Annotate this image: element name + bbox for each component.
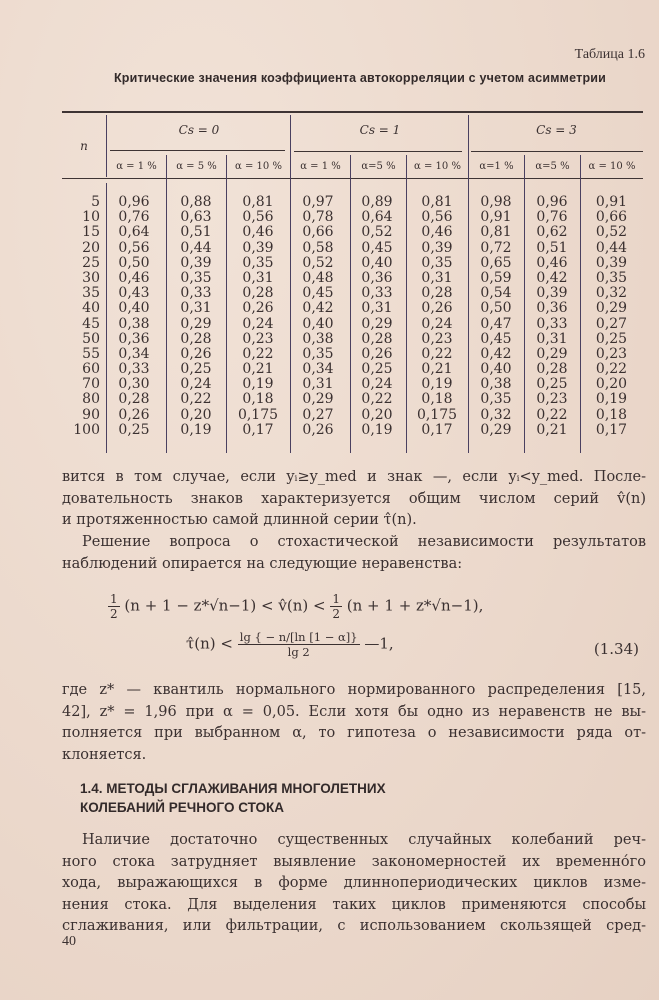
table-cell: 0,47: [480, 315, 512, 332]
table-cell: 0,32: [595, 285, 628, 302]
table-cell: 0,35: [302, 345, 334, 362]
table-title: Критические значения коэффициента автокорреляции с учетом асимметрии: [113, 71, 607, 85]
data-column: [226, 195, 290, 438]
section-heading: [80, 779, 386, 817]
table-cell: 0,29: [361, 315, 393, 332]
table-cell: 0,30: [118, 376, 150, 393]
paragraph-4: [62, 830, 646, 938]
table-cell: 0,20: [180, 406, 212, 423]
table-cell: 0,42: [302, 300, 334, 317]
table-cell: 0,19: [421, 376, 453, 393]
table-cell: 0,38: [118, 315, 150, 332]
table-cell: 0,33: [180, 285, 212, 302]
table-cell: 0,50: [480, 300, 512, 317]
table-cell: 0,24: [361, 376, 393, 393]
table-cell: 0,65: [480, 254, 512, 271]
text-line: довательность знаков характеризуется общим числом серий v̂(n): [62, 490, 646, 507]
table-cell: 0,26: [180, 345, 212, 362]
table-cell: 0,25: [180, 361, 212, 378]
table-cell: 0,26: [118, 406, 150, 423]
text-line: Наличие достаточно существенных случайных колебаний реч-: [82, 832, 646, 848]
table-cell: 0,19: [180, 421, 212, 438]
table-cell: 0,81: [242, 194, 274, 210]
inequality-v: $\frac{1}{2}$ (n + 1 − z*√n−1) < v̂(n) < $\frac{1}{2}$ (n + 1 + z*√n−1),: [110, 592, 484, 621]
table-cell: 0,39: [242, 239, 274, 256]
table-cell: 0,35: [421, 254, 453, 271]
table-cell: 0,35: [180, 269, 212, 286]
paragraph-3: [62, 680, 646, 766]
table-cell: 0,96: [536, 194, 568, 210]
text-line: сглаживания, или фильтрации, с использованием скользящей сред-: [62, 918, 646, 934]
table-top-rule: [62, 111, 643, 113]
alpha-header: α = 1 %: [116, 161, 157, 172]
table-cell: 0,28: [242, 285, 274, 302]
table-cell: 0,91: [480, 209, 512, 226]
table-cell: 0,24: [242, 315, 274, 332]
table-cell: 0,29: [480, 421, 512, 438]
table-cell: 0,22: [180, 391, 212, 408]
table-cell: 0,23: [242, 330, 274, 347]
table-cell: 0,21: [536, 421, 568, 438]
table-cell: 0,19: [242, 376, 274, 393]
table-cell: 20: [82, 239, 100, 256]
table-cell: 0,45: [361, 239, 393, 256]
table-cell: 0,28: [421, 285, 453, 302]
table-cell: 0,33: [536, 315, 568, 332]
table-cell: 0,31: [242, 269, 274, 286]
table-cell: 0,31: [421, 269, 453, 286]
text-line: где z* — квантиль нормального нормированного распределения [15,: [62, 682, 646, 698]
table-cell: 0,27: [302, 406, 334, 423]
table-cell: 0,64: [361, 209, 393, 226]
alpha-header: α=5 %: [535, 161, 570, 172]
table-cell: 0,29: [536, 345, 568, 362]
table-cell: 0,32: [480, 406, 512, 423]
table-cell: 10: [82, 209, 100, 226]
table-cell: 0,56: [421, 209, 453, 226]
table-cell: 0,29: [302, 391, 334, 408]
table-cell: 80: [82, 391, 100, 408]
equation-number: (1.34): [593, 640, 639, 658]
table-cell: 0,26: [361, 345, 393, 362]
table-cell: 0,23: [595, 345, 628, 362]
table-cell: 0,46: [421, 224, 453, 241]
table-cell: 0,31: [302, 376, 334, 393]
table-cell: 0,46: [536, 254, 568, 271]
table-cell: 0,21: [421, 361, 453, 378]
table-cell: 0,35: [242, 254, 274, 271]
table-cell: 0,42: [480, 345, 512, 362]
table-cell: 0,81: [421, 194, 453, 210]
table-cell: 0,31: [536, 330, 568, 347]
table-cell: 0,52: [595, 224, 628, 241]
alpha-header: α = 5 %: [176, 161, 217, 172]
text-line: наблюдений опирается на следующие неравенства:: [62, 555, 463, 572]
group-header-cs3: Cs = 3: [536, 123, 577, 137]
text-line: ного стока затрудняет выявление закономерностей их временно́го: [62, 853, 646, 870]
table-cell: 0,56: [118, 239, 150, 256]
table-cell: 0,91: [595, 194, 628, 210]
alpha-header: α = 10 %: [414, 161, 461, 172]
table-cell: 0,39: [180, 254, 212, 271]
table-cell: 0,97: [302, 194, 334, 210]
data-column: [166, 195, 226, 438]
table-cell: 0,50: [118, 254, 150, 271]
table-cell: 0,28: [180, 330, 212, 347]
table-cell: 0,26: [421, 300, 453, 317]
table-cell: 0,28: [536, 361, 568, 378]
table-cell: 0,52: [302, 254, 334, 271]
table-cell: 0,26: [302, 421, 334, 438]
table-cell: 0,76: [118, 209, 150, 226]
table-cell: 0,35: [595, 269, 628, 286]
table-cell: 0,20: [595, 376, 628, 393]
table-cell: 0,18: [242, 391, 274, 408]
group-rule-cs3: [471, 151, 643, 152]
table-cell: 0,46: [242, 224, 274, 241]
table-cell: 30: [82, 269, 100, 286]
table-cell: 0,18: [595, 406, 628, 423]
table-cell: 0,66: [595, 209, 628, 226]
text-line: Решение вопроса о стохастической независимости результатов: [82, 534, 646, 550]
alpha-header: α = 10 %: [588, 161, 636, 172]
text-line: и протяженностью самой длинной серии τ̂(n).: [62, 512, 417, 528]
table-cell: 0,25: [361, 361, 393, 378]
table-cell: 0,22: [421, 345, 453, 362]
table-cell: 0,51: [180, 224, 212, 241]
data-column: [350, 195, 404, 438]
table-cell: 0,29: [595, 300, 628, 317]
table-cell: 0,88: [180, 194, 212, 210]
table-cell: 0,72: [480, 239, 512, 256]
critical-values-table: [62, 111, 643, 453]
table-cell: 25: [82, 254, 100, 271]
text-line: хода, выражающихся в форме длиннопериодических циклов изме-: [62, 875, 646, 891]
fraction: $\frac{1}{2}$: [332, 592, 340, 621]
fraction: $\frac{1}{2}$: [110, 592, 118, 621]
table-cell: 0,31: [361, 300, 393, 317]
table-number: Таблица 1.6: [574, 47, 645, 62]
table-cell: 0,51: [536, 239, 568, 256]
table-cell: 0,17: [595, 421, 628, 438]
table-cell: 0,17: [242, 421, 274, 438]
table-cell: 0,36: [118, 330, 150, 347]
table-cell: 55: [82, 345, 100, 362]
data-column: [468, 195, 524, 438]
table-cell: 0,45: [302, 285, 334, 302]
table-cell: 0,39: [595, 254, 628, 271]
table-cell: 0,78: [302, 209, 334, 226]
table-cell: 90: [82, 406, 100, 423]
table-cell: 5: [91, 194, 100, 210]
table-cell: 0,33: [118, 361, 150, 378]
table-cell: 0,17: [421, 421, 453, 438]
table-cell: 0,24: [180, 376, 212, 393]
n-column-header: n: [80, 139, 88, 153]
table-cell: 0,25: [595, 330, 628, 347]
table-cell: 0,58: [302, 239, 334, 256]
table-cell: 0,34: [302, 361, 334, 378]
table-cell: 40: [82, 300, 100, 317]
table-cell: 0,35: [480, 391, 512, 408]
table-cell: 60: [82, 361, 100, 378]
page-number: 40: [62, 934, 76, 949]
table-cell: 0,42: [536, 269, 568, 286]
group-header-cs0: Cs = 0: [178, 123, 220, 137]
table-cell: 0,19: [361, 421, 393, 438]
text-line: клоняется.: [62, 746, 147, 763]
table-cell: 0,28: [361, 330, 393, 347]
table-cell: 0,54: [480, 285, 512, 302]
table-cell: 0,21: [242, 361, 274, 378]
data-column: [106, 195, 162, 438]
alpha-header: α = 1 %: [300, 161, 341, 172]
table-cell: 0,56: [242, 209, 274, 226]
n-column: [62, 195, 100, 438]
table-cell: 0,29: [180, 315, 212, 332]
table-cell: 70: [82, 376, 100, 393]
table-cell: 0,63: [180, 209, 212, 226]
group-header-cs1: Cs = 1: [359, 123, 401, 137]
table-cell: 0,36: [536, 300, 568, 317]
group-rule-cs0: [110, 150, 285, 151]
table-cell: 0,36: [361, 269, 393, 286]
alpha-header: α=1 %: [479, 161, 514, 172]
table-cell: 0,44: [180, 239, 212, 256]
table-cell: 45: [82, 315, 100, 332]
table-cell: 0,22: [361, 391, 393, 408]
table-cell: 0,20: [361, 406, 393, 423]
text-line: полняется при выбранном α, то гипотеза о независимости ряда от-: [62, 725, 646, 741]
table-cell: 0,22: [536, 406, 568, 423]
fraction: $\frac{\lg \{ - n/[\ln [1 - \alpha]\}}{\lg 2}$: [239, 630, 358, 659]
table-cell: 0,43: [118, 285, 150, 302]
table-cell: 0,39: [421, 239, 453, 256]
table-cell: 15: [82, 224, 100, 241]
table-cell: 0,40: [118, 300, 150, 317]
table-cell: 0,25: [118, 421, 150, 438]
table-cell: 0,18: [421, 391, 453, 408]
table-cell: 0,23: [421, 330, 453, 347]
text-line: вится в том случае, если yᵢ≥y_med и знак —, если yᵢ<y_med. После-: [62, 469, 646, 485]
table-cell: 0,89: [361, 194, 393, 210]
data-column: [290, 195, 346, 438]
table-cell: 0,76: [536, 209, 568, 226]
table-cell: 0,62: [536, 224, 568, 241]
table-cell: 100: [73, 421, 100, 438]
text-line: 42], z* = 1,96 при α = 0,05. Если хотя бы одно из неравенств не вы-: [62, 703, 646, 720]
table-cell: 0,25: [536, 376, 568, 393]
table-cell: 0,27: [595, 315, 628, 332]
table-cell: 50: [82, 330, 100, 347]
alpha-header: α = 10 %: [235, 161, 282, 172]
table-cell: 35: [82, 285, 100, 302]
table-cell: 0,23: [536, 391, 568, 408]
table-cell: 0,64: [118, 224, 150, 241]
table-cell: 0,38: [302, 330, 334, 347]
table-cell: 0,40: [480, 361, 512, 378]
paragraph-1: [62, 467, 646, 532]
table-cell: 0,175: [237, 406, 279, 423]
text-line: КОЛЕБАНИЙ РЕЧНОГО СТОКА: [80, 800, 285, 815]
paragraph-2: [62, 532, 646, 575]
table-cell: 0,24: [421, 315, 453, 332]
table-cell: 0,26: [242, 300, 274, 317]
table-cell: 0,175: [416, 406, 458, 423]
table-cell: 0,52: [361, 224, 393, 241]
group-rule-cs1: [294, 151, 462, 152]
table-cell: 0,44: [595, 239, 628, 256]
table-cell: 0,98: [480, 194, 512, 210]
text-line: 1.4. МЕТОДЫ СГЛАЖИВАНИЯ МНОГОЛЕТНИХ: [80, 781, 386, 796]
table-cell: 0,40: [302, 315, 334, 332]
data-column: [524, 195, 580, 438]
table-cell: 0,34: [118, 345, 150, 362]
table-cell: 0,22: [242, 345, 274, 362]
header-bottom-rule: [62, 178, 643, 179]
table-cell: 0,59: [480, 269, 512, 286]
data-column: [406, 195, 468, 438]
table-cell: 0,39: [536, 285, 568, 302]
table-cell: 0,33: [361, 285, 393, 302]
table-cell: 0,19: [595, 391, 628, 408]
inequality-tau: τ̂(n) < $\frac{\lg \{ - n/[\ln [1 - \alpha]\}}{\lg 2}$ —1,: [186, 630, 394, 659]
table-cell: 0,46: [118, 269, 150, 286]
table-cell: 0,40: [361, 254, 393, 271]
table-cell: 0,22: [595, 361, 628, 378]
table-cell: 0,48: [302, 269, 334, 286]
alpha-header: α=5 %: [361, 161, 396, 172]
table-cell: 0,45: [480, 330, 512, 347]
table-cell: 0,96: [118, 194, 150, 210]
text-line: нения стока. Для выделения таких циклов применяются способы: [62, 896, 646, 913]
table-cell: 0,81: [480, 224, 512, 241]
table-cell: 0,66: [302, 224, 334, 241]
table-cell: 0,28: [118, 391, 150, 408]
table-cell: 0,31: [180, 300, 212, 317]
data-column: [580, 195, 643, 438]
table-cell: 0,38: [480, 376, 512, 393]
